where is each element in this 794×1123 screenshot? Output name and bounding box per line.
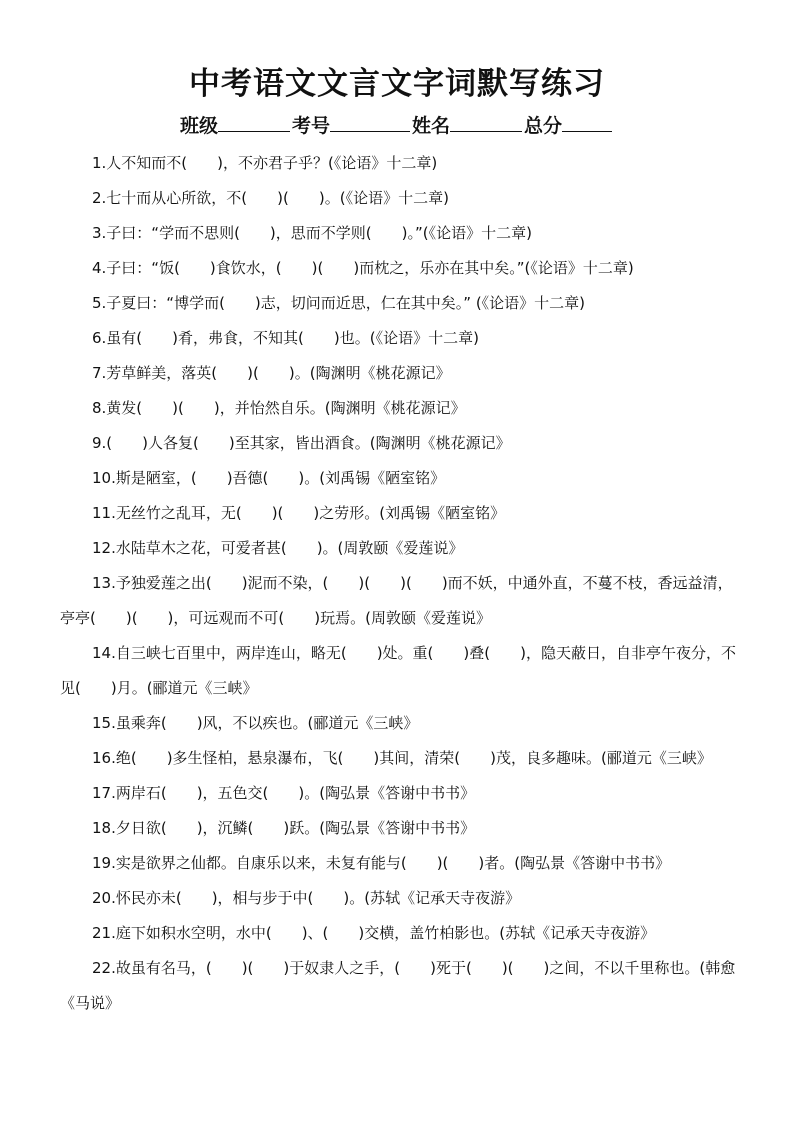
question-item: 2.七十而从心所欲，不( )( )。(《论语》十二章) — [92, 189, 449, 207]
question-item: 20.怀民亦未( )，相与步于中( )。(苏轼《记承天寺夜游》 — [92, 889, 521, 907]
name-label: 姓名 — [412, 115, 451, 137]
question-item: 19.实是欲界之仙都。自康乐以来，未复有能与( )( )者。(陶弘景《答谢中书书》 — [92, 854, 671, 872]
question-item: 7.芳草鲜美，落英( )( )。(陶渊明《桃花源记》 — [92, 364, 451, 382]
question-item: 6.虽有( )肴，弗食，不知其( )也。(《论语》十二章) — [92, 329, 479, 347]
class-blank[interactable] — [218, 113, 290, 132]
question-item: 16.绝( )多生怪柏，悬泉瀑布，飞( )其间，清荣( )茂，良多趣味。(郦道元《三峡》 — [92, 749, 712, 767]
class-label: 班级 — [179, 115, 218, 137]
question-item: 13.予独爱莲之出( )泥而不染，( )( )( )而不妖，中通外直，不蔓不枝，香远益清，亭亭( )( )，可远观而不可( )玩焉。(周敦颐《爱莲说》 — [60, 574, 733, 627]
question-item: 4.子曰：“饭( )食饮水，( )( )而枕之，乐亦在其中矣。”(《论语》十二章) — [92, 259, 634, 277]
score-label: 总分 — [524, 115, 563, 137]
question-item: 14.自三峡七百里中，两岸连山，略无( )处。重( )叠( )，隐天蔽日，自非亭午夜分，不见( )月。(郦道元《三峡》 — [60, 644, 736, 697]
question-item: 1.人不知而不( )，不亦君子乎？(《论语》十二章) — [92, 154, 438, 172]
question-item: 17.两岸石( )，五色交( )。(陶弘景《答谢中书书》 — [92, 784, 476, 802]
question-item: 15.虽乘奔( )风，不以疾也。(郦道元《三峡》 — [92, 714, 419, 732]
question-item: 21.庭下如积水空明，水中( )、( )交横，盖竹柏影也。(苏轼《记承天寺夜游》 — [92, 924, 656, 942]
number-blank[interactable] — [330, 113, 410, 132]
question-item: 9.( )人各复( )至其家，皆出酒食。(陶渊明《桃花源记》 — [92, 434, 511, 452]
question-item: 5.子夏曰：“博学而( )志，切问而近思，仁在其中矣。” (《论语》十二章) — [92, 294, 586, 312]
student-info-line — [0, 111, 794, 138]
question-item: 22.故虽有名马，( )( )于奴隶人之手，( )死于( )( )之间，不以千里称也。(韩愈《马说》 — [60, 959, 736, 1012]
question-item: 3.子曰：“学而不思则( )，思而不学则( )。”(《论语》十二章) — [92, 224, 532, 242]
question-list — [60, 146, 746, 1021]
number-label: 考号 — [291, 115, 330, 137]
name-blank[interactable] — [450, 113, 522, 132]
question-item: 11.无丝竹之乱耳，无( )( )之劳形。(刘禹锡《陋室铭》 — [92, 504, 506, 522]
page-title: 中考语文文言文字词默写练习 — [189, 66, 605, 102]
question-item: 10.斯是陋室，( )吾德( )。(刘禹锡《陋室铭》 — [92, 469, 446, 487]
question-item: 8.黄发( )( )，并怡然自乐。(陶渊明《桃花源记》 — [92, 399, 466, 417]
question-item: 18.夕日欲( )，沉鳞( )跃。(陶弘景《答谢中书书》 — [92, 819, 476, 837]
score-blank[interactable] — [562, 113, 612, 132]
question-item: 12.水陆草木之花，可爱者甚( )。(周敦颐《爱莲说》 — [92, 539, 464, 557]
